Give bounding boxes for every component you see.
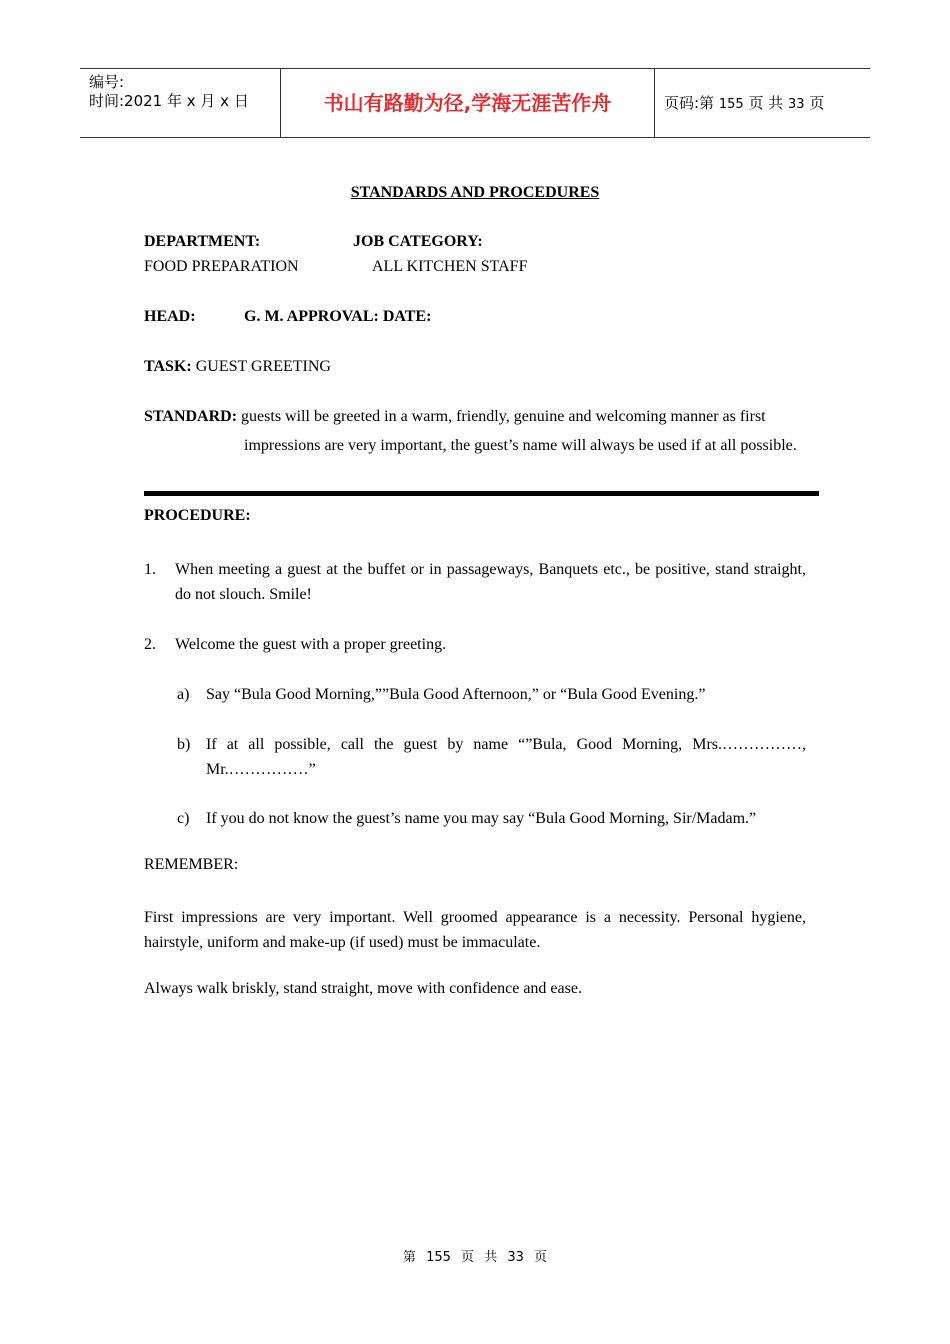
- page-prefix: 页码:第: [664, 94, 715, 112]
- substep-marker: c): [177, 810, 190, 827]
- procedure-substep: [177, 806, 806, 831]
- section-divider: [144, 491, 819, 496]
- procedure-step: [144, 557, 806, 607]
- procedure-substep: [177, 682, 806, 707]
- job-category-label: JOB CATEGORY:: [353, 233, 483, 250]
- department-value: FOOD PREPARATION: [144, 258, 299, 275]
- approval-label: G. M. APPROVAL: DATE:: [244, 308, 432, 325]
- substep-marker: b): [177, 736, 191, 753]
- task-line: [144, 358, 331, 376]
- header-page-info: [664, 69, 824, 137]
- page-current: 155: [718, 97, 744, 112]
- remember-paragraph: Always walk briskly, stand straight, move with confidence and ease.: [144, 980, 582, 997]
- header-meta-cell: [80, 69, 281, 137]
- footer-text: 共: [484, 1250, 498, 1265]
- step-marker: 2.: [144, 636, 156, 653]
- remember-label: REMEMBER:: [144, 856, 239, 873]
- number-label: 编号:: [89, 73, 125, 91]
- document-header: [80, 68, 870, 138]
- substep-text: If at all possible, call the guest by name “”Bula, Good Morning, Mrs.……………, Mr.……………”: [206, 736, 806, 778]
- task-value: GUEST GREETING: [195, 358, 331, 375]
- standard-text-first: guests will be greeted in a warm, friendly, genuine and welcoming manner as first: [241, 408, 766, 425]
- task-label: TASK:: [144, 358, 192, 375]
- job-category-value: ALL KITCHEN STAFF: [372, 258, 528, 275]
- footer-text: 第: [402, 1250, 416, 1265]
- document-title: STANDARDS AND PROCEDURES: [350, 184, 600, 201]
- standard-first-line: [144, 408, 766, 426]
- standard-text-rest: impressions are very important, the guest’s name will always be used if at all possible.: [244, 437, 797, 454]
- standard-label: STANDARD:: [144, 408, 238, 425]
- page-mid: 页 共: [748, 94, 784, 112]
- page-suffix: 页: [809, 94, 825, 112]
- footer-text: 页: [461, 1250, 475, 1265]
- time-label: 时间:2021 年 x 月 x 日: [89, 92, 249, 110]
- step-text: When meeting a guest at the buffet or in passageways, Banquets etc., be positive, stand straight, do not slouch. Smile!: [175, 561, 806, 603]
- footer-current-page: 155: [426, 1250, 451, 1265]
- footer-text: 页: [534, 1250, 548, 1265]
- footer-total-pages: 33: [507, 1250, 524, 1265]
- procedure-label: PROCEDURE:: [144, 507, 251, 524]
- department-label: DEPARTMENT:: [144, 233, 261, 250]
- header-motto: 书山有路勤为径,学海无涯苦作舟: [281, 69, 655, 137]
- step-marker: 1.: [144, 561, 156, 578]
- procedure-substep: [177, 732, 806, 782]
- step-text: Welcome the guest with a proper greeting.: [175, 636, 447, 653]
- head-label: HEAD:: [144, 308, 196, 325]
- page-total: 33: [788, 97, 805, 112]
- substep-text: Say “Bula Good Morning,””Bula Good Afternoon,” or “Bula Good Evening.”: [206, 686, 706, 703]
- substep-marker: a): [177, 686, 190, 703]
- remember-paragraph: First impressions are very important. Well groomed appearance is a necessity. Personal hygiene, hairstyle, uniform and make-up (if used) must be immaculate.: [144, 909, 806, 951]
- procedure-step: [144, 632, 806, 657]
- page-footer: [0, 1246, 950, 1265]
- substep-text: If you do not know the guest’s name you may say “Bula Good Morning, Sir/Madam.”: [206, 810, 757, 827]
